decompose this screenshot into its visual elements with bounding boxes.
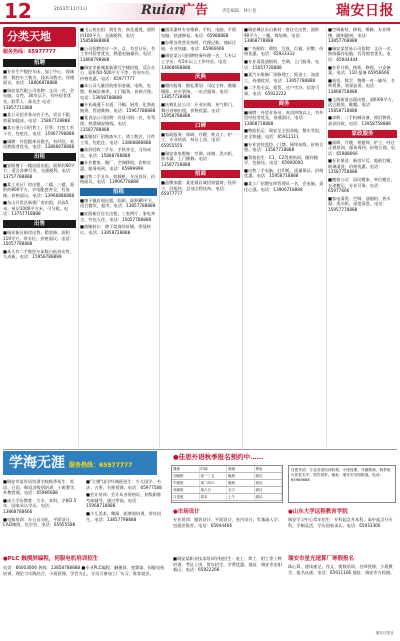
classified-ad: ■瑞安某汽配公司招聘：文员一名，会电脑，女性，30岁以下，有经验者优先。联系人：陈先生 电话：13857711888 <box>3 87 74 110</box>
classified-ad: ■瑞安某贸易公司招聘：文员一名，熟练操作电脑，有驾照者优先。电话：65944444 <box>328 45 395 62</box>
classified-ad: ■空调新装、移机、维修，专业师傅，随叫随到。电话：13857768888 <box>328 27 391 44</box>
timetable-cell: 中级班 <box>172 480 200 486</box>
classified-ad: ■英语、数学、物理一对一辅导，名师授课，效果显著。电话：13868758888 <box>328 77 395 94</box>
school-note: 佳思外语：专业英语培训机构，小班授课，外籍教师，秋季班火热报名中，预约试听。地址：瑞安市安阳街道。电话：65966688 <box>288 465 396 503</box>
classified-ad: ■专业清洗油烟机、空调，上门服务。电话：15057728888 <box>244 58 320 70</box>
ruian-logo: Ruian <box>141 3 185 18</box>
category-head: 招商 <box>161 170 240 178</box>
classified-ad: ■专业安装监控、门禁、网络布线，价格合理。电话：13587718888 <box>244 141 324 153</box>
classifieds-columns <box>3 27 397 447</box>
timetable-cell: 周一三五 <box>200 473 228 479</box>
plc-training-ad <box>3 556 167 576</box>
column-3 <box>161 27 240 447</box>
classified-ad: ■某公司招业务员若干名，男女不限，底薪加提成。电话：15867728888 <box>3 112 74 123</box>
classified-ad: ■求购：二手机械设备、废旧物资，高价回收。电话：13958758888 <box>328 115 395 126</box>
school-headline: ●佳思外语秋季报名预约中…… <box>173 453 264 461</box>
timetable-cell: 周二四六 <box>200 480 228 486</box>
plc-text: 电话：66003006 热线：13858788888 ■专业PLC编程、触摸屏、变频器、伺服电机培训，理论与实践结合，小班授课，学会为止。学员可参加工厂实习，推荐就业。 <box>3 565 165 576</box>
timetable-cell: 面议 <box>255 473 283 479</box>
classified-ad: ■瑞安市某外语培训学校秋季招生：英语、日语、韩语各级别培训，小班教学，外教授课。电话：65966688 <box>3 479 79 496</box>
column-4-section-head: 商务 <box>244 100 324 108</box>
newspaper-brand: 瑞安日报 <box>336 3 394 19</box>
classified-ad: ■某工厂招聘仓库管理员一名，会电脑，责任心强。电话：13906718888 <box>244 181 324 192</box>
classified-ad: ■某汽车维修厂招修理工、钣金工、油漆工，待遇优厚。电话：13957788888 <box>244 72 320 83</box>
classified-ad: ■广告制作：喷绘、写真、灯箱、招牌，价格优惠。电话：65933333 <box>244 45 324 57</box>
classified-ad: ■某工业区厂房出租，二楼、三楼，面积约800平方，水电配套齐全，有货梯，价格面议。电话：13968888888 <box>3 181 75 198</box>
timetable-row <box>172 466 282 473</box>
vocational-ad: ■瑞安某职业技术培训学校招生：电工、焊工、钳工等工种培训，考证上岗，常年招生，学费优惠。地址：瑞安市安阳新区。电话：65922266 <box>173 556 282 573</box>
category-head: 庆典 <box>161 73 240 81</box>
editor-credit: 责任编辑：林小星 <box>222 9 257 14</box>
classified-ad: ■某服装厂招熟练车工、烫工数名，计件工资，包吃住。电话：13868888888 <box>80 134 156 145</box>
column-4-items <box>244 27 324 97</box>
class-timetable <box>171 465 283 503</box>
timetable-cell: 晚班 <box>227 473 255 479</box>
classified-ad: ■瑞安家电维修：空调、冰箱、洗衣机、热水器，上门维修。电话：13587728888 <box>161 150 237 167</box>
column-3-items <box>161 27 240 70</box>
timetable-row <box>172 480 282 487</box>
classified-ad: ■搬家公司：居民搬家、单位搬迁、长途搬运，专业可靠。电话：65977666 <box>328 177 395 194</box>
classified-ad: ■瑞安某公司招聘财务经理一名，大专以上学历，有5年以上工作经验。电话：13868668888 <box>161 53 237 70</box>
classified-ad: ■塘下镇店面出租，临街，面积80平方，适合餐饮、超市。电话：13857788888 <box>80 197 157 209</box>
timetable-cell: 初级班 <box>172 473 200 479</box>
category-head: 口碑 <box>161 122 240 130</box>
column-5-items <box>328 27 397 127</box>
timetable-cell: 课程 <box>172 466 200 472</box>
column-2-section-head: 招租 <box>80 188 157 196</box>
classified-ad: ■公司招聘会计一名，女，有会计证，有工作经验者优先，熟悉电脑操作。电话：13868798888 <box>80 45 156 62</box>
classified-ad: ■瑞安城区东山新村一套住宅出售，面积90平方，三楼，简装修。电话：13868778888 <box>244 27 320 44</box>
classified-ad: ■本人有二手数控车床数台低价出售，九成新。电话：15958788888 <box>3 248 74 260</box>
classified-ad: ■瑞安市新城某新建写字楼招租，适合办公，面积50-500平方不等，有停车位，价格优惠。电话：65977777 <box>80 64 156 81</box>
classified-ad: ■家政服务：保姆、月嫂、钟点工、护工，专业培训，持证上岗。电话：65955555 <box>161 131 232 148</box>
column-3-sections <box>161 73 240 197</box>
timetable-cell: 班级 <box>227 466 255 472</box>
classified-ad: ■品牌加盟：某连锁店诚招加盟商，投资小，回报快，总部全程扶持。电话：65977777 <box>161 180 237 197</box>
classified-ad: ■驾校招生：C1、C2驾照培训，随到随学，包接送。电话：65900000 <box>244 154 318 166</box>
classified-ad: ■家电清洗：空调、油烟机、热水器、洗衣机，深度清洗。电话：15957778888 <box>328 195 391 213</box>
university-text: 瑞安学习中心常年招生：专科起点升本科、高中起点升专科，学制灵活，学历国家承认。电话：65933366 <box>288 517 393 528</box>
classified-ad: ■专业搬家、搬厂、空调移机，价格实惠，服务周到。电话：65999999 <box>80 160 151 172</box>
column-5-section-items <box>328 140 397 213</box>
classified-ad: ■飞云苑出租：商住房，南北通透，面积约100平方，交通便利。电话：15858888888 <box>80 27 156 44</box>
page-number: 12 <box>4 0 32 23</box>
classified-ad: ■专业保洁：新房开荒、地板打蜡、玻璃清洗，价格优惠。电话：13587758888 <box>328 158 395 175</box>
classified-ad: ■某食品公司招聘：送货司机一名，有驾照，熟悉瑞安路线。电话：13587788888 <box>80 115 156 132</box>
column-1 <box>3 27 76 447</box>
timetable-cell: 晚班 <box>227 480 255 486</box>
classified-ad: ■成人学历教育：大专、本科，学制2.5年，国家承认学历。电话：13868788666 <box>3 497 77 514</box>
plc-title: ●PLC 触摸屏编程，伺服电机培训招生 <box>3 556 99 562</box>
classified-ad: ■电脑培训：办公自动化、平面设计、CAD制图，包学会。电话：65955588 <box>3 516 76 528</box>
classified-ad: ■通讯器材专业维修，手机、电脑、平板电脑，快速修复。电话：65988888 <box>161 27 237 38</box>
education-hotline: 服务热线：65977777 <box>69 462 133 469</box>
column-4-section-items <box>244 110 324 193</box>
classified-ad: ■办理各类营业执照、代理记账、商标注册，专业快捷。电话：65966666 <box>161 40 237 51</box>
column-5 <box>328 27 397 447</box>
category-head: 出售 <box>3 220 76 228</box>
education-mid-items <box>86 479 165 524</box>
classified-ad: ■"立德"国学经典班招生：少儿国学、书法、古筝，名师授课。电话：65977588 <box>86 479 162 490</box>
classified-ad: ■商铺转让：塘下某商场旺铺，带货转让。电话：13958728888 <box>80 224 151 235</box>
column-2-items <box>80 27 157 185</box>
speed-calc-ad <box>288 556 396 575</box>
classified-ad: ■专业开锁、换锁、修锁，公安备案。电话：110 报备 65956666 <box>328 64 391 76</box>
category-head: 招聘 <box>3 59 76 67</box>
classified-ad: ■婚庆服务：婚礼策划、司仪主持、摄像摄影、花车装饰，一站式服务。电话：13857738888 <box>161 83 237 100</box>
education-banner <box>3 451 157 475</box>
education-section <box>3 451 397 637</box>
classified-ad: ■本公司大量回收废旧金属、电线、电缆、机械设备等，上门服务，价格合理。电话：13958788888 <box>80 83 156 100</box>
classified-ad: ■物流托运：瑞安至全国各地，整车零担，安全快捷。电话：65911111 <box>244 128 324 139</box>
classified-ad: ■少儿美术、舞蹈、跆拳道培训，常年招生。电话：13857798888 <box>86 510 162 522</box>
timetable-cell: 上午 <box>227 494 255 500</box>
timetable-cell: 周六日 <box>200 487 228 493</box>
classified-ad: ■安阳塘下一楼店面出租，面积约60平方，适合各种行业，交通便利。电话：13757788888 <box>3 162 76 179</box>
classified-ad: ■出售二手叉车、装载机，车况良好，价格面议。电话：13906778888 <box>80 173 156 185</box>
timetable-cell: 费用 <box>255 466 283 472</box>
classified-ad: ■某五金公司招普工、仓管、打包工若干名，包吃住。电话：15967798888 <box>3 125 75 136</box>
classified-ad: ■玉海街道店面出租，面积60平方，适合服装、鞋帽。电话：15858718888 <box>328 96 396 113</box>
classified-ad: ■东山开发区新建厂房出租，层高5米，单层1000平方米，可分租。电话：13757718888 <box>3 200 69 217</box>
university-ad <box>288 509 396 528</box>
speed-calc-title: 瑞安市星光速算厂寒假报名 <box>288 556 355 562</box>
classified-ad: ■保姆、月嫂、育婴师、护工，经过正规培训，服务周到，价格合理。电话：65988666 <box>328 139 396 156</box>
section-title: 广告 <box>182 3 209 18</box>
university-title: ●山东大学远程教育学院 <box>288 509 348 515</box>
timetable-row <box>172 473 282 480</box>
timetable-cell: 面议 <box>255 480 283 486</box>
timetable-cell: 高级班 <box>172 487 200 493</box>
column-2 <box>80 27 157 447</box>
timetable-cell: 面议 <box>255 494 283 500</box>
education-banner-title: 学海无涯 <box>9 455 65 471</box>
column-1-sections <box>3 59 76 260</box>
timetable-cell: 面议 <box>255 487 283 493</box>
timetable-cell: 口语班 <box>172 494 200 500</box>
timetable-row <box>172 487 282 494</box>
design-school-text: 专业培训：服装设计、平面设计、室内设计，零基础入学，包就业推荐。电话：65944466 <box>173 517 282 528</box>
classified-ad: ■二手房买卖、租赁、过户代办，信誉可靠。电话：65922222 <box>244 85 320 96</box>
classified-ad: ■出售二手电脑、打印机，质量保证，价格优惠。电话：15958718888 <box>244 167 324 179</box>
classified-ad: ■庆典礼仪公司：开业庆典、充气拱门、舞台音响出租，价格优惠。电话：15958788888 <box>161 101 237 119</box>
column-2-section-items <box>80 198 157 236</box>
classified-ad: ■诚聘：外贸业务员，英语四级以上，有外贸经验者优先，待遇面议。电话：13868718888 <box>244 109 324 126</box>
footer-mark: 瑞安日报社 <box>375 631 394 636</box>
column-4 <box>244 27 324 447</box>
timetable-cell: 周末 <box>200 494 228 500</box>
classified-ad: ■瑞祥新区新房出售，精装修，面积110平方，带车位，价格面议。电话：15057788888 <box>3 230 74 247</box>
page-header <box>0 0 400 24</box>
service-hotline: 服务热线：65977777 <box>3 49 56 55</box>
section-divider <box>3 449 397 450</box>
issue-date: 2011年11月1日 <box>54 7 88 12</box>
classified-ad: ■专业疏通下水道、马桶、厨房，化粪池抽粪，管道维修。电话：15967788888 <box>80 102 156 113</box>
classified-ad: ■会计培训：会计从业资格证、初级职称考前辅导，通过率高。电话：15968718888 <box>86 492 162 509</box>
design-school-title: ●市场设计 <box>173 509 200 515</box>
category-head: 出租 <box>3 153 76 161</box>
classifieds-banner: 分类天地 <box>3 27 76 47</box>
design-school-ad <box>173 509 285 528</box>
speed-calc-text: 珠心算、速读速记、作文、奥数培训，名师授课，小班教学，报名从速。电话：65911166 地址：瑞安市万松路。 <box>288 564 395 575</box>
education-left-items <box>3 479 82 530</box>
classified-ad: ■安阳新区住宅出租，三室两厅，家电齐全，拎包入住。电话：15057788888 <box>80 211 156 222</box>
timetable-cell: 全天 <box>227 487 255 493</box>
timetable-row <box>172 494 282 501</box>
classified-ad: ■诚聘：外贸跟单员数名，有经验，英语熟练者优先。电话：13868878888 <box>3 138 75 150</box>
column-5-section-head: 家政服务 <box>328 130 397 138</box>
classified-ad: ■高价回收二手车，手续齐全，当场成交。电话：15888788888 <box>80 147 151 158</box>
timetable-cell: 时间 <box>200 466 228 472</box>
classified-ad: ■专业生产数控车床、加工中心，现诚聘：数控车工数名、技术员数名，待遇面议。电话：18806878888 <box>3 69 75 86</box>
